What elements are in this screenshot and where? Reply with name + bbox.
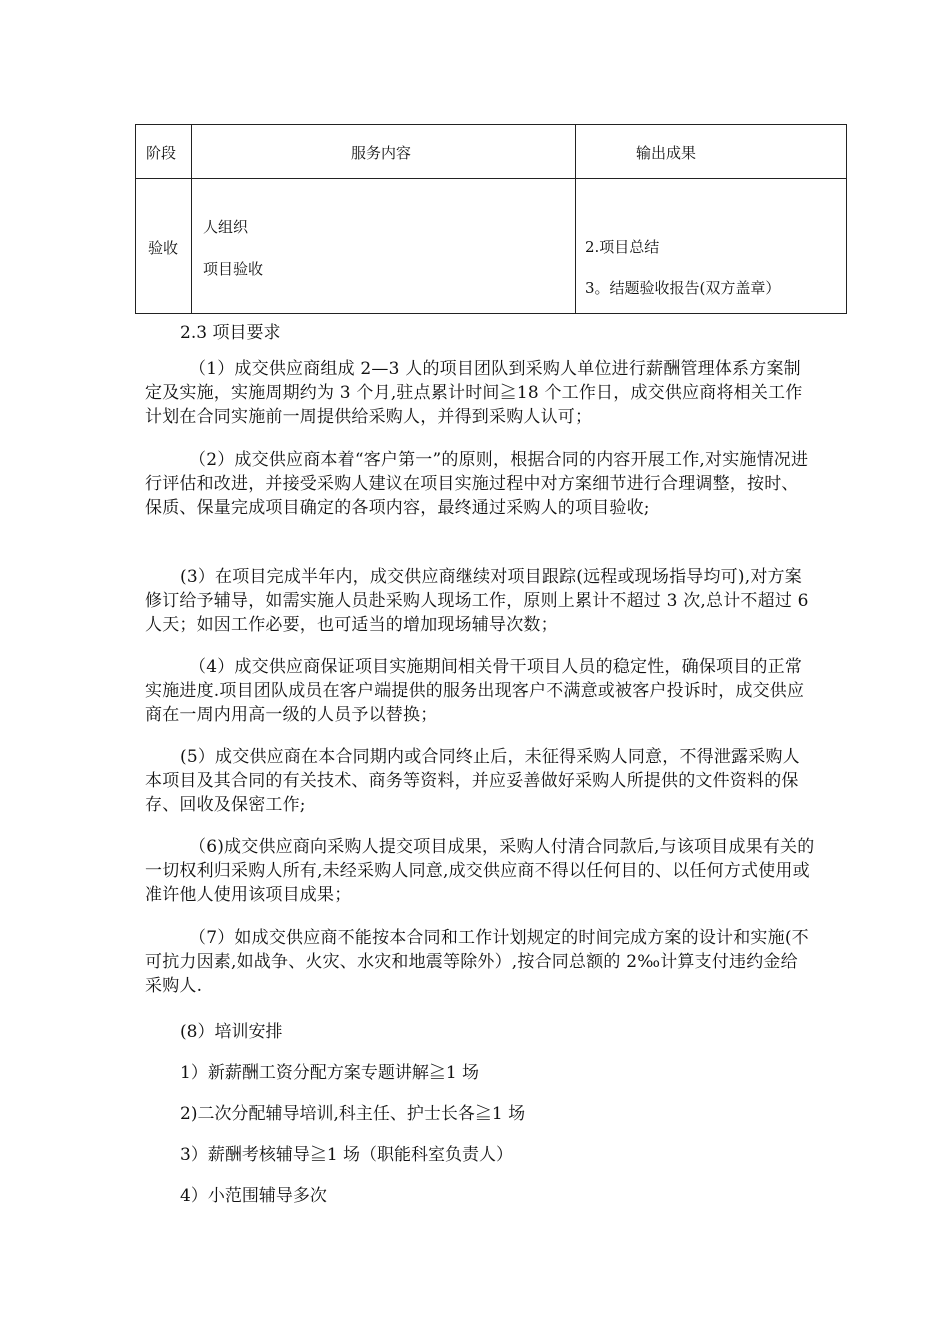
paragraph-2: （2）成交供应商本着“客户第一”的原则，根据合同的内容开展工作,对实施情况进行评估和改进，并接受采购人建议在项目实施过程中对方案细节进行合理调整，按时、保质、保量完成项目确定的各项内容，最终通过采购人的项目验收; <box>145 450 809 518</box>
table-divider <box>191 125 192 313</box>
paragraph-3: (3）在项目完成半年内，成交供应商继续对项目跟踪(远程或现场指导均可),对方案修订给予辅导，如需实施人员赴采购人现场工作，原则上累计不超过 3 次,总计不超过 6 人天；如因工作必要，也可适当的增加现场辅导次数； <box>145 567 809 635</box>
paragraph-7: （7）如成交供应商不能按本合同和工作计划规定的时间完成方案的设计和实施(不可抗力因素,如战争、火灾、水灾和地震等除外）,按合同总额的 2‰计算支付违约金给采购人. <box>145 928 809 996</box>
training-item: 2)二次分配辅导培训,科主任、护士长各≧1 场 <box>180 1104 526 1124</box>
service-line: 项目验收 <box>203 260 264 278</box>
table-divider <box>136 178 846 179</box>
acceptance-table <box>135 124 847 314</box>
header-stage: 阶段 <box>146 144 177 162</box>
output-line: 2.项目总结 <box>585 238 660 256</box>
service-line: 人组织 <box>203 218 249 236</box>
training-item: 3）薪酬考核辅导≧1 场（职能科室负责人） <box>180 1145 514 1165</box>
paragraph-1: （1）成交供应商组成 2—3 人的项目团队到采购人单位进行薪酬管理体系方案制定及实施，实施周期约为 3 个月,驻点累计时间≧18 个工作日，成交供应商将相关工作计划在合同实施前一周提供给采购人，并得到采购人认可； <box>145 359 803 427</box>
table-divider <box>575 125 576 313</box>
output-line: 3。结题验收报告(双方盖章） <box>585 279 781 297</box>
paragraph-5: (5）成交供应商在本合同期内或合同终止后，未征得采购人同意，不得泄露采购人本项目及其合同的有关技术、商务等资料，并应妥善做好采购人所提供的文件资料的保存、回收及保密工作; <box>145 747 800 815</box>
header-output: 输出成果 <box>636 144 697 162</box>
paragraph-4: （4）成交供应商保证项目实施期间相关骨干项目人员的稳定性，确保项目的正常实施进度.项目团队成员在客户端提供的服务出现客户不满意或被客户投诉时，成交供应商在一周内用高一级的人员予以替换； <box>145 657 805 725</box>
header-service: 服务内容 <box>351 144 412 162</box>
paragraph-6: （6)成交供应商向采购人提交项目成果，采购人付清合同款后,与该项目成果有关的一切权利归采购人所有,未经采购人同意,成交供应商不得以任何目的、以任何方式使用或准许他人使用该项目成果； <box>145 837 815 905</box>
section-title: 2.3 项目要求 <box>180 323 281 343</box>
training-title: (8）培训安排 <box>180 1022 283 1042</box>
stage-cell: 验收 <box>148 239 179 257</box>
training-item: 1）新薪酬工资分配方案专题讲解≧1 场 <box>180 1063 480 1083</box>
training-item: 4）小范围辅导多次 <box>180 1186 327 1206</box>
